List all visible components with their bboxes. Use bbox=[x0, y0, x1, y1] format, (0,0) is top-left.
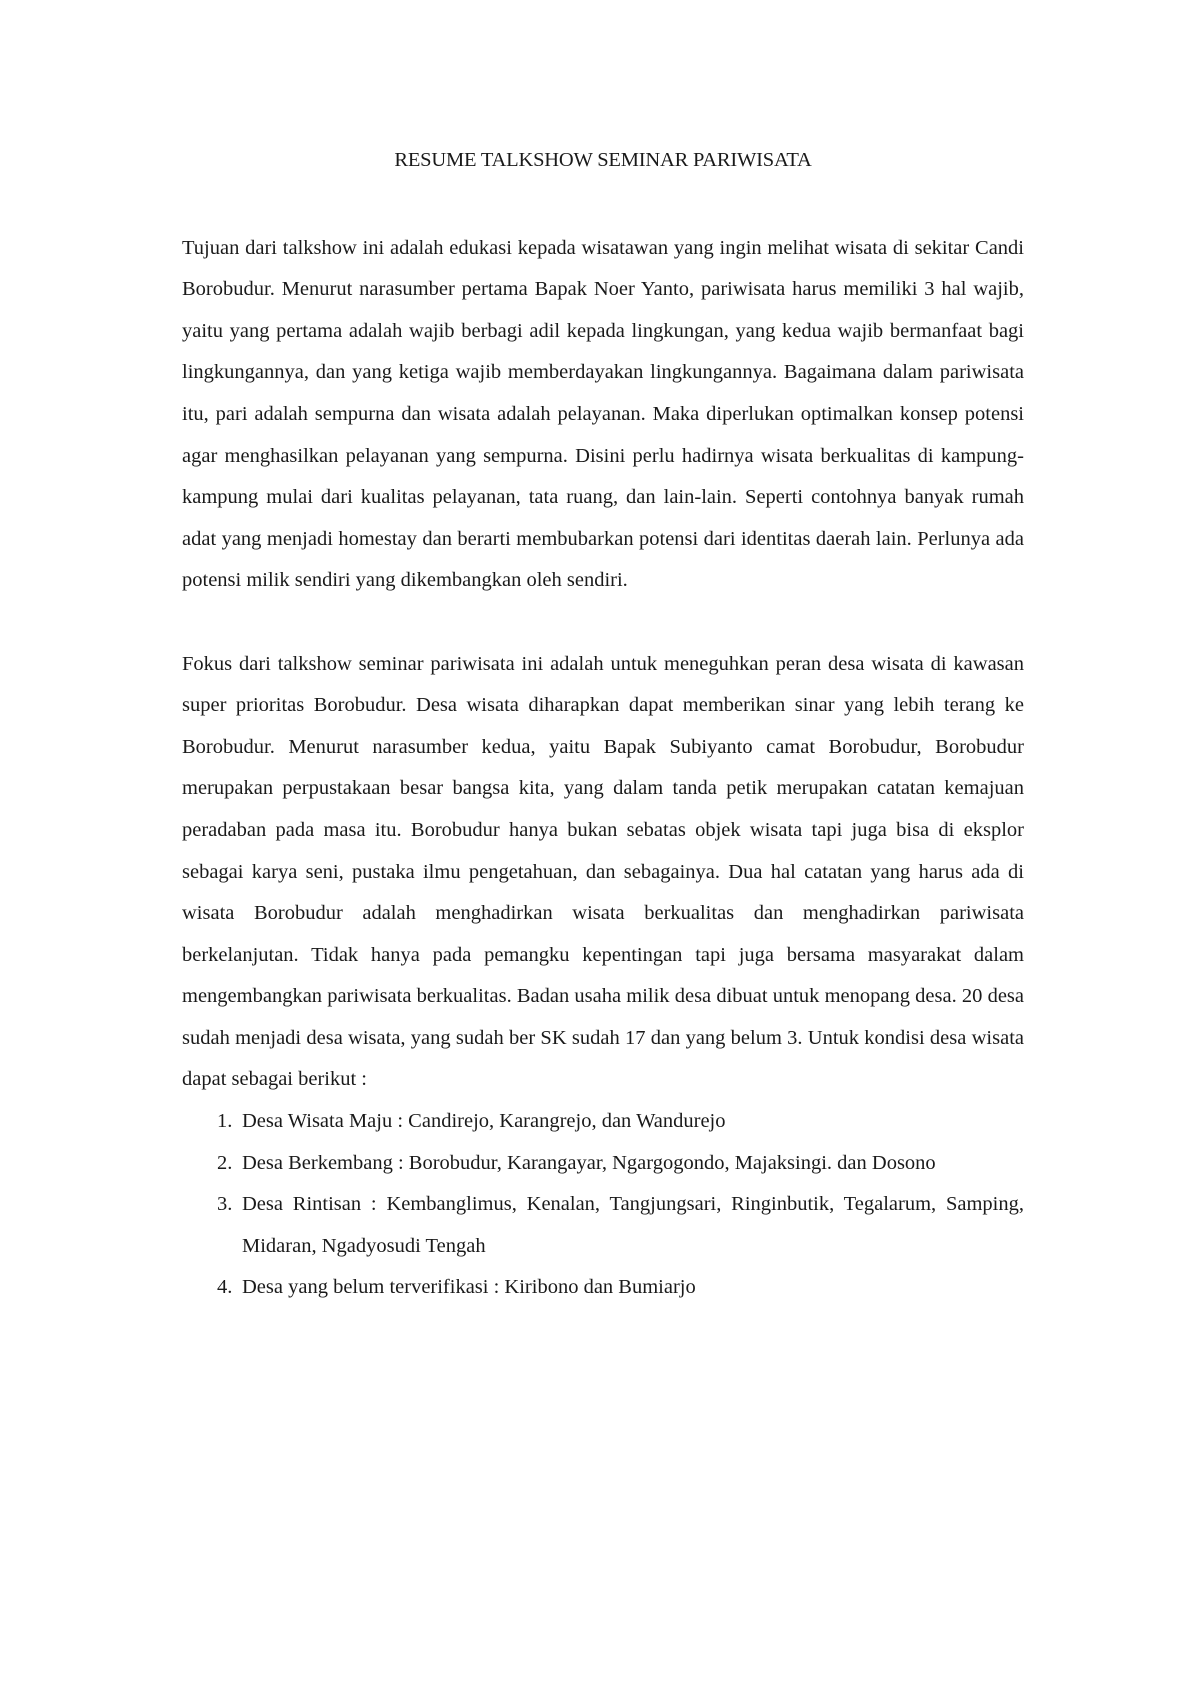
list-item-text: Desa yang belum terverifikasi : Kiribono dan Bumiarjo bbox=[242, 1276, 696, 1299]
paragraph-fokus: Fokus dari talkshow seminar pariwisata ini adalah untuk meneguhkan peran desa wisata di kawasan super prioritas Borobudur. Desa wisata diharapkan dapat memberikan sinar yang lebih terang ke Borobudur. Menurut narasumber kedua, yaitu Bapak Subiyanto camat Borobudur, Borobudur merupakan perpustakaan besar bangsa kita, yang dalam tanda petik merupakan catatan kemajuan peradaban pada masa itu. Borobudur hanya bukan sebatas objek wisata tapi juga bisa di eksplor sebagai karya seni, pustaka ilmu pengetahuan, dan sebagainya. Dua hal catatan yang harus ada di wisata Borobudur adalah menghadirkan wisata berkualitas dan menghadirkan pariwisata berkelanjutan. Tidak hanya pada pemangku kepentingan tapi juga bersama masyarakat dalam mengembangkan pariwisata berkualitas. Badan usaha milik desa dibuat untuk menopang desa. 20 desa sudah menjadi desa wisata, yang sudah ber SK sudah 17 dan yang belum 3. Untuk kondisi desa wisata dapat sebagai berikut : bbox=[182, 652, 1024, 1091]
list-item bbox=[182, 1143, 1024, 1185]
list-item-text: Desa Berkembang : Borobudur, Karangayar, Ngargogondo, Majaksingi. dan Dosono bbox=[242, 1151, 936, 1174]
list-item-number: 4. bbox=[217, 1276, 233, 1299]
list-item-number: 1. bbox=[217, 1110, 233, 1133]
paragraph-tujuan: Tujuan dari talkshow ini adalah edukasi kepada wisatawan yang ingin melihat wisata di sekitar Candi Borobudur. Menurut narasumber pertama Bapak Noer Yanto, pariwisata harus memiliki 3 hal wajib, yaitu yang pertama adalah wajib berbagi adil kepada lingkungan, yang kedua wajib bermanfaat bagi lingkungannya, dan yang ketiga wajib memberdayakan lingkungannya. Bagaimana dalam pariwisata itu, pari adalah sempurna dan wisata adalah pelayanan. Maka diperlukan optimalkan konsep potensi agar menghasilkan pelayanan yang sempurna. Disini perlu hadirnya wisata berkualitas di kampung-kampung mulai dari kualitas pelayanan, tata ruang, dan lain-lain. Seperti contohnya banyak rumah adat yang menjadi homestay dan berarti membubarkan potensi dari identitas daerah lain. Perlunya ada potensi milik sendiri yang dikembangkan oleh sendiri. bbox=[182, 236, 1024, 592]
list-item bbox=[182, 1267, 1024, 1309]
document-title: RESUME TALKSHOW SEMINAR PARIWISATA bbox=[394, 149, 812, 171]
desa-wisata-list bbox=[182, 1101, 1024, 1309]
list-item-number: 2. bbox=[217, 1151, 233, 1174]
list-item bbox=[182, 1184, 1024, 1267]
list-item bbox=[182, 1101, 1024, 1143]
list-item-text: Desa Rintisan : Kembanglimus, Kenalan, Tangjungsari, Ringinbutik, Tegalarum, Samping, Midaran, Ngadyosudi Tengah bbox=[242, 1193, 1024, 1257]
list-item-text: Desa Wisata Maju : Candirejo, Karangrejo, dan Wandurejo bbox=[242, 1110, 726, 1133]
document-body bbox=[182, 140, 1024, 1309]
list-item-number: 3. bbox=[217, 1193, 233, 1216]
